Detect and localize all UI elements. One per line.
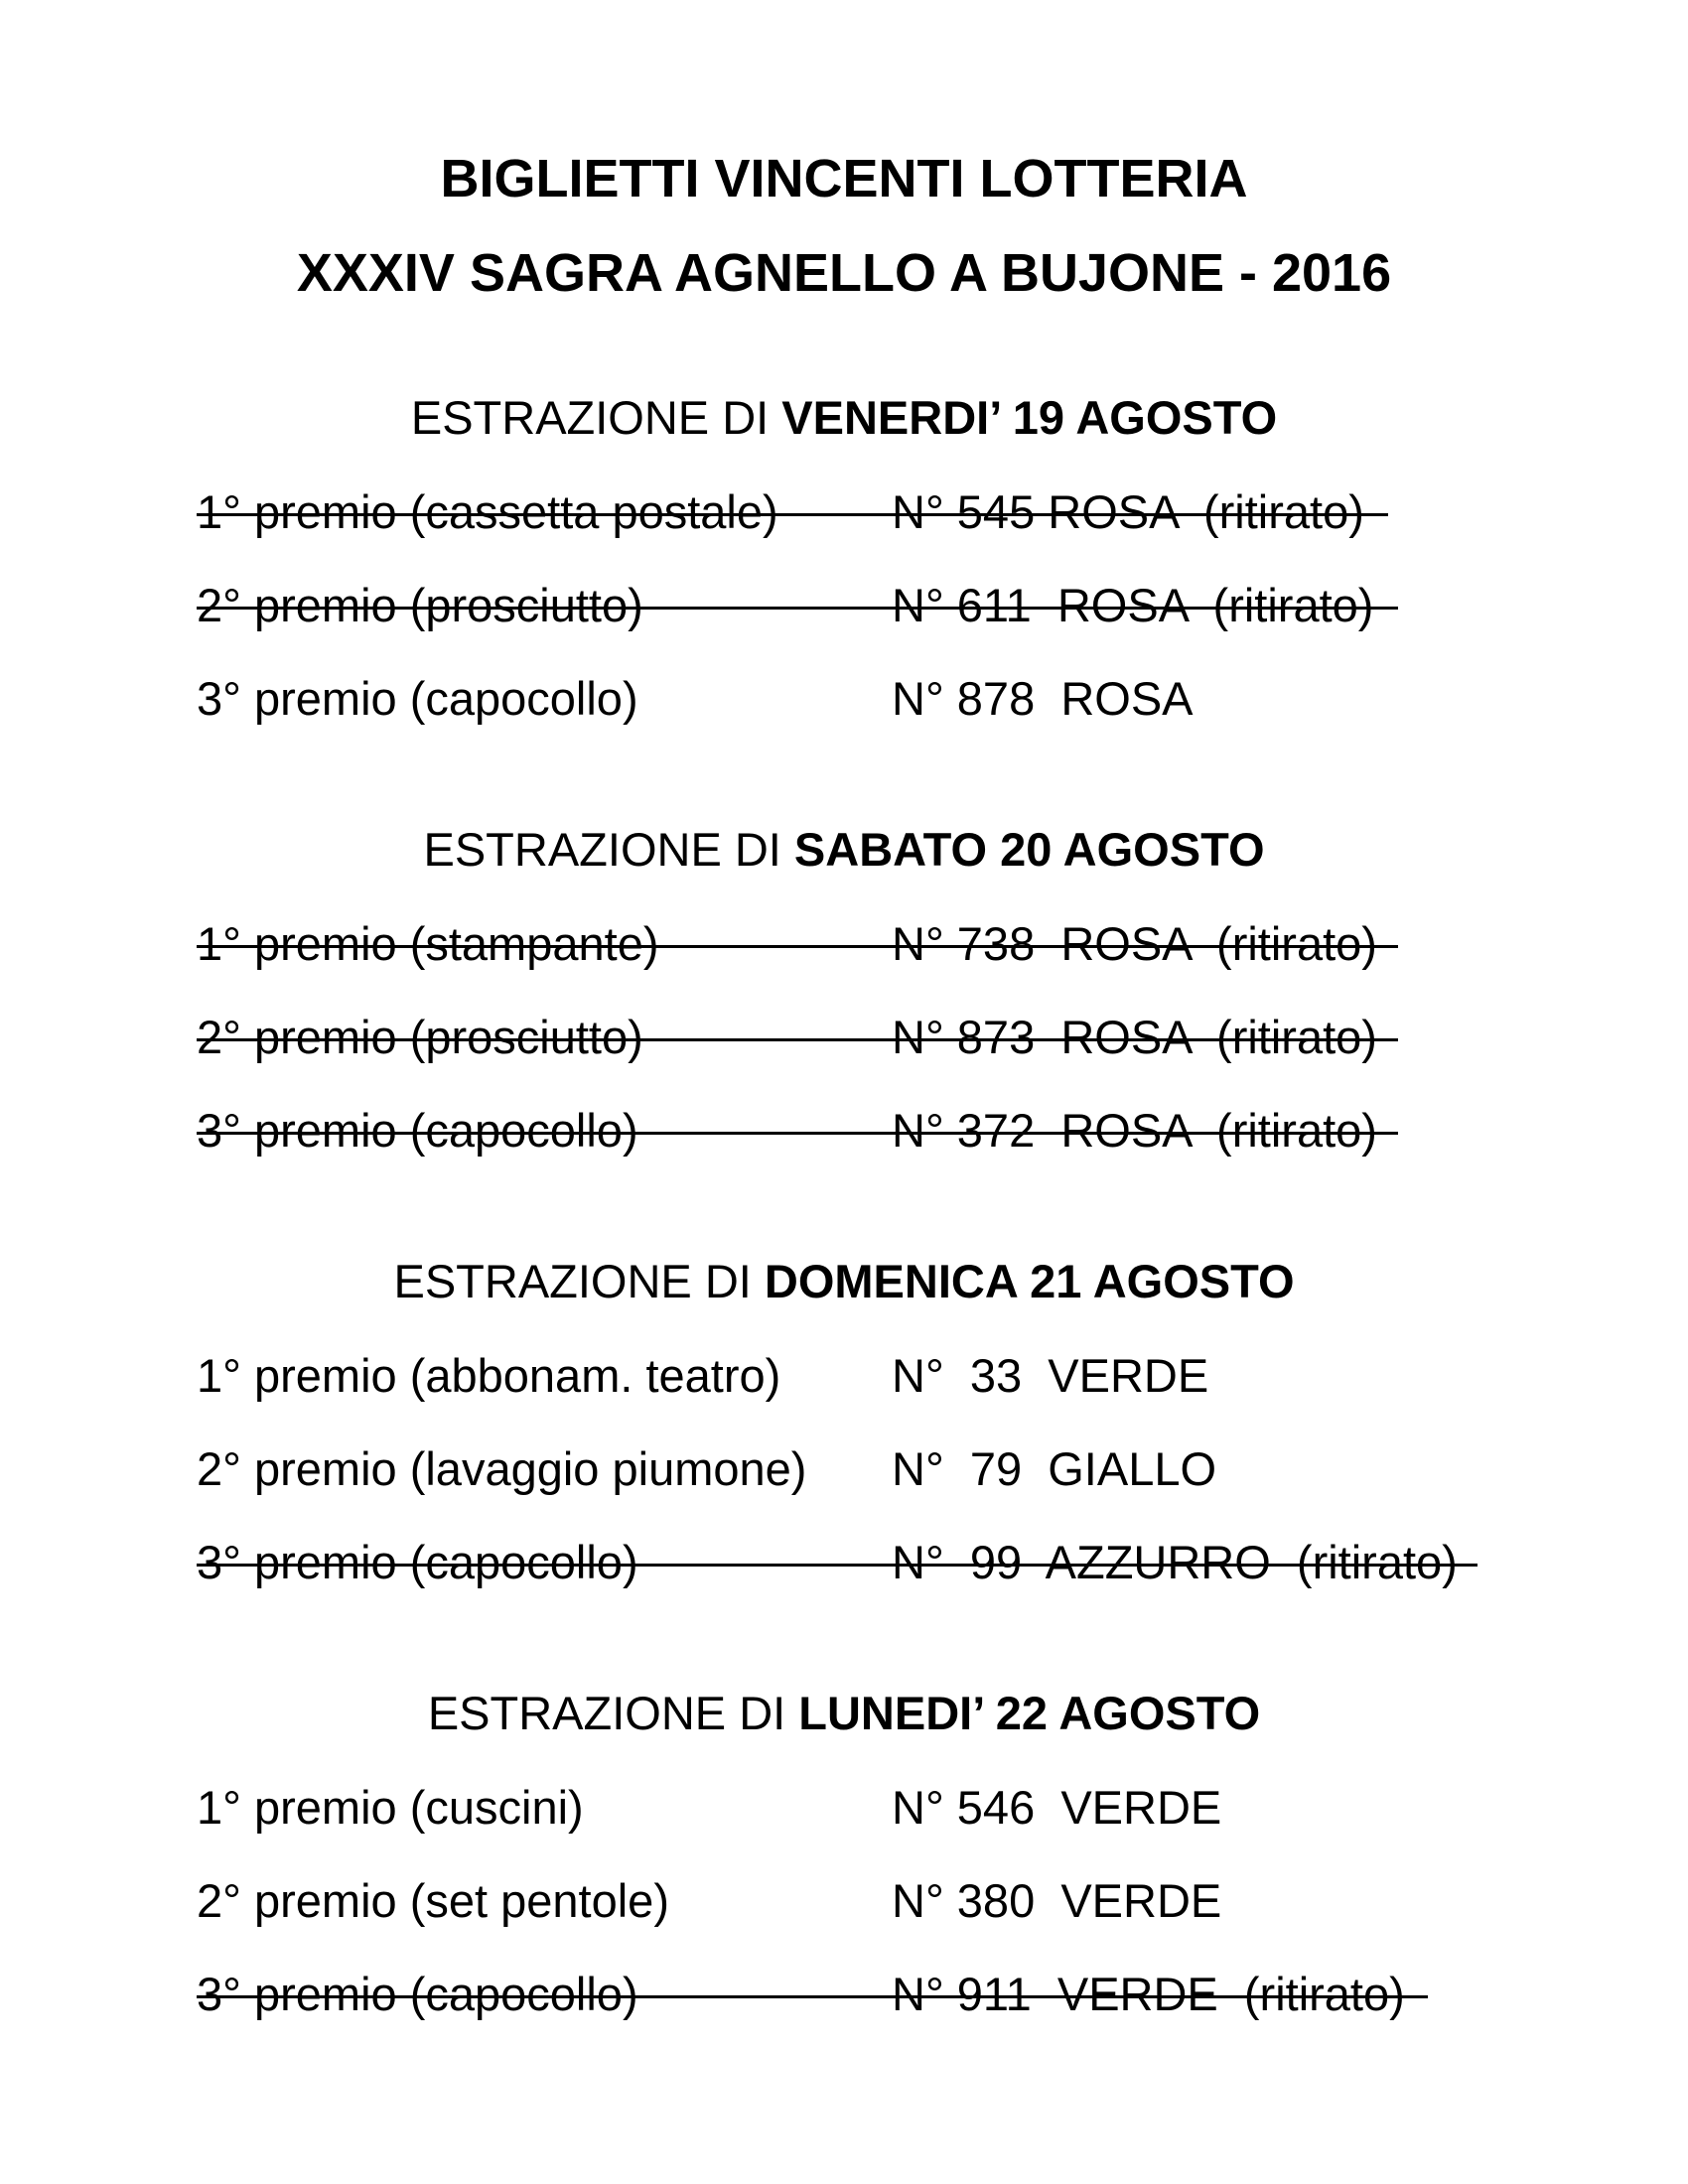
ticket-number: N° 380 VERDE [892,1874,1222,1927]
ticket-number: N° 372 ROSA (ritirato) [892,1104,1377,1157]
page-title-line1: BIGLIETTI VINCENTI LOTTERIA [440,149,1248,208]
section-heading-day: DOMENICA 21 AGOSTO [764,1255,1295,1307]
section-heading-venerdi [0,390,1688,446]
prize-label: 2° premio (prosciutto) [197,579,643,631]
section-heading-lunedi [0,1686,1688,1741]
section-heading-prefix: ESTRAZIONE DI [393,1255,765,1307]
prize-label: 1° premio (stampante) [197,917,659,970]
prize-label: 3° premio (capocollo) [197,1536,638,1588]
prize-label: 3° premio (capocollo) [197,1968,638,2020]
section-heading-sabato [0,822,1688,878]
section-heading-domenica [0,1254,1688,1309]
section-heading-prefix: ESTRAZIONE DI [427,1687,799,1739]
prize-label: 3° premio (capocollo) [197,1104,638,1157]
prize-label: 2° premio (set pentole) [197,1874,669,1927]
ticket-number: N° 738 ROSA (ritirato) [892,917,1377,970]
prize-label: 2° premio (prosciutto) [197,1011,643,1063]
section-heading-prefix: ESTRAZIONE DI [410,391,782,444]
prize-label: 2° premio (lavaggio piumone) [197,1442,807,1495]
prize-label: 1° premio (abbonam. teatro) [197,1349,781,1402]
ticket-number: N° 911 VERDE (ritirato) [892,1968,1405,2020]
prize-label: 3° premio (capocollo) [197,672,638,725]
ticket-number: N° 873 ROSA (ritirato) [892,1011,1377,1063]
ticket-number: N° 611 ROSA (ritirato) [892,579,1374,631]
ticket-number: N° 33 VERDE [892,1349,1209,1402]
ticket-number: N° 79 GIALLO [892,1442,1217,1495]
ticket-number: N° 545 ROSA (ritirato) [892,485,1364,538]
ticket-number: N° 99 AZZURRO (ritirato) [892,1536,1458,1588]
section-heading-prefix: ESTRAZIONE DI [423,823,794,876]
page-title-line2: XXXIV SAGRA AGNELLO A BUJONE - 2016 [296,243,1392,303]
section-heading-day: SABATO 20 AGOSTO [793,823,1265,876]
section-heading-day: LUNEDI’ 22 AGOSTO [798,1687,1261,1739]
ticket-number: N° 878 ROSA [892,672,1194,725]
ticket-number: N° 546 VERDE [892,1781,1222,1834]
prize-label: 1° premio (cassetta postale) [197,485,778,538]
prize-label: 1° premio (cuscini) [197,1781,584,1834]
section-heading-day: VENERDI’ 19 AGOSTO [781,391,1278,444]
